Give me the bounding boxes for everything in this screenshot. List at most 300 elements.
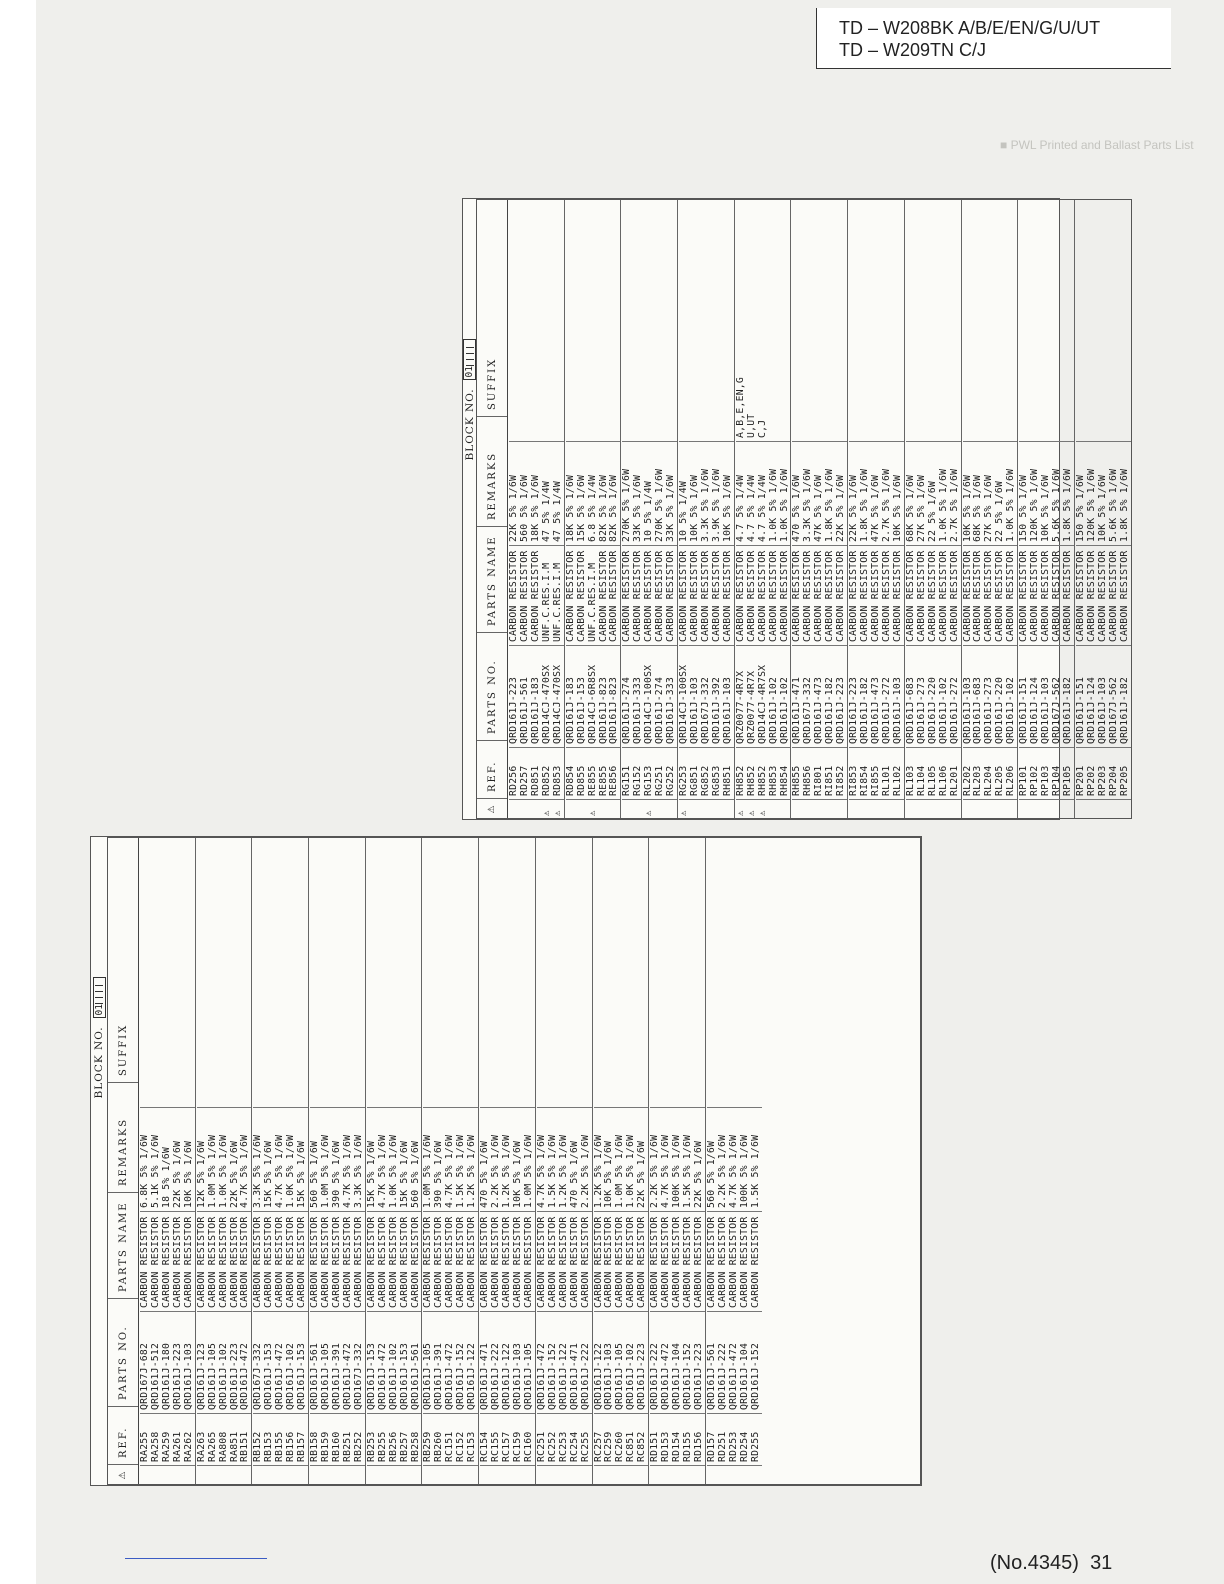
table-row <box>588 200 599 818</box>
warning-cell <box>275 1465 286 1484</box>
warning-cell <box>604 1465 615 1484</box>
block-number-box <box>463 339 476 380</box>
suffix-cell <box>672 838 683 1107</box>
parts-no-cell: QRD161J-103 <box>604 1311 615 1413</box>
row-group <box>735 200 792 818</box>
remarks-cell: 15K 5% 1/6W <box>264 1107 275 1211</box>
suffix-cell <box>655 200 666 441</box>
remarks-cell: 4.7K 5% 1/6W <box>343 1107 354 1211</box>
remarks-cell: 10K 5% 1/6W <box>690 441 701 545</box>
parts-name-cell: CARBON RESISTOR <box>939 545 950 645</box>
table-row <box>609 200 620 818</box>
remarks-cell: 1.8K 5% 1/6W <box>1063 441 1074 545</box>
suffix-cell <box>666 200 677 441</box>
warning-cell <box>814 799 825 818</box>
parts-no-cell: QRD161J-152 <box>548 1311 559 1413</box>
parts-no-cell: QRD161J-182 <box>825 645 836 747</box>
remarks-cell: 22K 5% 1/6W <box>509 441 520 545</box>
remarks-cell: 3.3K 5% 1/6W <box>253 1107 264 1211</box>
remarks-cell: 10K 5% 1/6W <box>893 441 904 545</box>
remarks-cell: 15K 5% 1/6W <box>367 1107 378 1211</box>
remarks-cell: 1.0M 5% 1/6W <box>524 1107 535 1211</box>
ref-col-header: REF. <box>108 1406 138 1464</box>
parts-name-cell: CARBON RESISTOR <box>661 1211 672 1311</box>
parts-no-cell: QRD161J-122 <box>559 1311 570 1413</box>
warning-cell <box>836 799 847 818</box>
row-group <box>962 200 1019 818</box>
parts-no-cell: QRD161J-472 <box>537 1311 548 1413</box>
warning-cell <box>480 1465 491 1484</box>
remarks-cell: 22 5% 1/6W <box>928 441 939 545</box>
remarks-cell: 120K 5% 1/6W <box>1030 441 1041 545</box>
remarks-cell: 390 5% 1/6W <box>332 1107 343 1211</box>
parts-name-cell: CARBON RESISTOR <box>599 545 610 645</box>
parts-name-cell: CARBON RESISTOR <box>594 1211 605 1311</box>
suffix-cell <box>173 838 184 1107</box>
suffix-cell <box>253 838 264 1107</box>
warning-cell <box>310 1465 321 1484</box>
parts-name-cell: CARBON RESISTOR <box>758 545 769 645</box>
remarks-cell: 10K 5% 1/6W <box>604 1107 615 1211</box>
suffix-cell <box>411 838 422 1107</box>
remarks-cell: 15K 5% 1/6W <box>400 1107 411 1211</box>
table-row <box>780 200 791 818</box>
parts-no-cell: QRD161J-182 <box>1120 645 1131 747</box>
parts-name-cell: CARBON RESISTOR <box>792 545 803 645</box>
suffix-cell <box>400 838 411 1107</box>
parts-name-cell: UNF.C.RES.I.M <box>542 545 553 645</box>
remarks-cell: 18K 5% 1/6W <box>531 441 542 545</box>
parts-name-cell: CARBON RESISTOR <box>389 1211 400 1311</box>
parts-no-cell: QRD161J-153 <box>577 645 588 747</box>
table-row <box>559 838 570 1484</box>
parts-name-cell: CARBON RESISTOR <box>1030 545 1041 645</box>
suffix-cell <box>434 838 445 1107</box>
warning-cell <box>230 1465 241 1484</box>
parts-name-cell: CARBON RESISTOR <box>378 1211 389 1311</box>
suffix-cell <box>332 838 343 1107</box>
remarks-cell: 1.0M 5% 1/6W <box>615 1107 626 1211</box>
ref-cell: RA262 <box>184 1413 195 1465</box>
table-row <box>723 200 734 818</box>
suffix-cell: A,B,E,EN,G <box>734 377 746 438</box>
suffix-cell <box>456 838 467 1107</box>
remarks-cell: 1.0K 5% 1/6W <box>389 1107 400 1211</box>
suffix-cell <box>445 838 456 1107</box>
remarks-cell: 82K 5% 1/6W <box>599 441 610 545</box>
ref-cell: RB152 <box>253 1413 264 1465</box>
suffix-cell <box>1030 200 1041 441</box>
remarks-cell: 10K 5% 1/6W <box>1041 441 1052 545</box>
ref-cell: RG151 <box>622 747 633 799</box>
remarks-cell: 150 5% 1/6W <box>1019 441 1030 545</box>
suffix-cell <box>604 838 615 1107</box>
parts-no-cell: QRD161J-561 <box>520 645 531 747</box>
parts-name-cell: CARBON RESISTOR <box>1087 545 1098 645</box>
row-group <box>649 838 706 1484</box>
remarks-cell: 10K 5% 1/6W <box>513 1107 524 1211</box>
parts-no-col-header: PARTS NO. <box>108 1298 138 1406</box>
parts-no-cell: QRD161J-274 <box>655 645 666 747</box>
ref-cell: RG251 <box>655 747 666 799</box>
parts-no-cell: QRD161J-103 <box>1041 645 1052 747</box>
ref-cell: RG253 <box>679 747 690 799</box>
suffix-cell: U,UT <box>745 413 757 438</box>
remarks-cell: 1.0K 5% 1/6W <box>219 1107 230 1211</box>
table-row <box>184 838 195 1484</box>
parts-no-cell: QRD161J-103 <box>1098 645 1109 747</box>
ref-cell: RL104 <box>917 747 928 799</box>
suffix-cell <box>679 200 690 441</box>
ref-cell: RC251 <box>537 1413 548 1465</box>
remarks-cell: 18K 5% 1/6W <box>566 441 577 545</box>
suffix-cell <box>513 838 524 1107</box>
row-group <box>1018 200 1075 818</box>
remarks-cell: 1.8K 5% 1/6W <box>860 441 871 545</box>
ref-cell: RD157 <box>707 1413 718 1465</box>
table-row <box>637 838 648 1484</box>
ref-cell: RL203 <box>973 747 984 799</box>
table-row <box>566 200 577 818</box>
warning-cell <box>751 1465 762 1484</box>
parts-name-cell: CARBON RESISTOR <box>701 545 712 645</box>
suffix-cell <box>740 838 751 1107</box>
parts-no-cell: QRD161J-222 <box>491 1311 502 1413</box>
warning-cell <box>286 1465 297 1484</box>
suffix-cell <box>718 838 729 1107</box>
ref-cell: RD853 <box>553 747 564 799</box>
suffix-cell <box>882 200 893 441</box>
table-row <box>411 838 422 1484</box>
warning-cell <box>950 799 961 818</box>
ref-cell: RB153 <box>264 1413 275 1465</box>
row-group <box>252 838 309 1484</box>
ref-cell: RE855 <box>599 747 610 799</box>
remarks-cell: 1.0K 5% 1/6W <box>286 1107 297 1211</box>
parts-name-cell: CARBON RESISTOR <box>984 545 995 645</box>
parts-no-cell: QRD167J-562 <box>1052 645 1063 747</box>
parts-name-cell: CARBON RESISTOR <box>321 1211 332 1311</box>
warning-cell <box>626 1465 637 1484</box>
parts-name-cell: CARBON RESISTOR <box>581 1211 592 1311</box>
parts-name-cell: CARBON RESISTOR <box>679 545 690 645</box>
parts-name-cell: CARBON RESISTOR <box>467 1211 478 1311</box>
ref-cell: RC159 <box>513 1413 524 1465</box>
parts-name-cell: CARBON RESISTOR <box>729 1211 740 1311</box>
parts-no-cell: QRD161J-105 <box>208 1311 219 1413</box>
remarks-cell: 4.7K 5% 1/6W <box>378 1107 389 1211</box>
remarks-cell: 10K 5% 1/6W <box>184 1107 195 1211</box>
parts-name-cell: CARBON RESISTOR <box>650 1211 661 1311</box>
parts-name-cell: CARBON RESISTOR <box>513 1211 524 1311</box>
parts-no-cell: QRD161J-103 <box>723 645 734 747</box>
parts-name-cell: CARBON RESISTOR <box>151 1211 162 1311</box>
suffix-cell <box>1109 200 1120 441</box>
warning-cell <box>939 799 950 818</box>
parts-name-cell: CARBON RESISTOR <box>343 1211 354 1311</box>
parts-no-cell: QRD161J-683 <box>906 645 917 747</box>
ref-cell: RL202 <box>963 747 974 799</box>
warning-cell <box>729 1465 740 1484</box>
remarks-cell: 1.0K 5% 1/6W <box>769 441 780 545</box>
warning-cell <box>423 1465 434 1484</box>
parts-name-cell: CARBON RESISTOR <box>253 1211 264 1311</box>
ref-cell: RL101 <box>882 747 893 799</box>
parts-name-cell: CARBON RESISTOR <box>963 545 974 645</box>
parts-name-cell: CARBON RESISTOR <box>184 1211 195 1311</box>
ref-cell: RD155 <box>683 1413 694 1465</box>
parts-no-cell: QRZ0077-4R7X <box>747 645 758 747</box>
ref-cell: RA261 <box>173 1413 184 1465</box>
warning-cell <box>548 1465 559 1484</box>
suffix-cell <box>849 200 860 441</box>
warning-cell: ⚠ <box>553 799 564 818</box>
warning-cell: ⚠ <box>588 799 599 818</box>
table-row <box>769 200 780 818</box>
suffix-cell <box>683 838 694 1107</box>
parts-no-cell: QRD161J-103 <box>690 645 701 747</box>
parts-name-col-header: PARTS NAME <box>477 526 507 632</box>
parts-no-cell: QRD161J-561 <box>707 1311 718 1413</box>
remarks-cell: 1.5K 5% 1/6W <box>548 1107 559 1211</box>
suffix-cell <box>995 200 1006 441</box>
row-group <box>309 838 366 1484</box>
table-body <box>107 837 921 1485</box>
parts-name-cell: CARBON RESISTOR <box>354 1211 365 1311</box>
table-row <box>208 838 219 1484</box>
suffix-cell <box>1076 200 1087 441</box>
parts-name-cell: CARBON RESISTOR <box>480 1211 491 1311</box>
warning-cell <box>162 1465 173 1484</box>
warning-cell <box>707 1465 718 1484</box>
parts-name-cell: CARBON RESISTOR <box>1041 545 1052 645</box>
parts-name-cell: CARBON RESISTOR <box>683 1211 694 1311</box>
parts-name-cell: CARBON RESISTOR <box>814 545 825 645</box>
parts-no-cell: QRD161J-105 <box>524 1311 535 1413</box>
suffix-cell <box>389 838 400 1107</box>
remarks-cell: 560 5% 1/6W <box>520 441 531 545</box>
parts-name-cell: CARBON RESISTOR <box>690 545 701 645</box>
parts-no-cell: QRD14CJ-470SX <box>553 645 564 747</box>
parts-name-cell: CARBON RESISTOR <box>531 545 542 645</box>
parts-no-cell: QRD161J-153 <box>367 1311 378 1413</box>
parts-no-cell: QRD161J-472 <box>661 1311 672 1413</box>
parts-no-cell: QRD14CJ-100SX <box>679 645 690 747</box>
remarks-cell: 15K 5% 1/6W <box>297 1107 308 1211</box>
remarks-cell: 47K 5% 1/6W <box>871 441 882 545</box>
suffix-cell <box>559 838 570 1107</box>
parts-name-cell: CARBON RESISTOR <box>1052 545 1063 645</box>
suffix-cell <box>354 838 365 1107</box>
parts-no-cell: QRD161J-392 <box>712 645 723 747</box>
table-row <box>928 200 939 818</box>
block-code: 01 <box>93 1004 105 1016</box>
parts-no-cell: QRD161J-223 <box>637 1311 648 1413</box>
ref-cell: RB151 <box>240 1413 251 1465</box>
warning-cell <box>984 799 995 818</box>
ref-cell: RH852 <box>758 747 769 799</box>
suffix-cell <box>723 200 734 441</box>
warning-cell <box>491 1465 502 1484</box>
parts-name-cell: CARBON RESISTOR <box>286 1211 297 1311</box>
warning-cell <box>321 1465 332 1484</box>
model-line-1: TD – W208BK A/B/E/EN/G/U/UT <box>839 18 1101 38</box>
footer-rule <box>125 1558 267 1559</box>
parts-name-cell: CARBON RESISTOR <box>524 1211 535 1311</box>
ref-cell: RD251 <box>718 1413 729 1465</box>
parts-name-cell: CARBON RESISTOR <box>836 545 847 645</box>
warning-col-header: ⚠ <box>108 1464 138 1484</box>
suffix-cell <box>599 200 610 441</box>
suffix-cell <box>502 838 513 1107</box>
ref-cell: RA265 <box>208 1413 219 1465</box>
row-group <box>366 838 423 1484</box>
parts-no-cell: QRD161J-561 <box>310 1311 321 1413</box>
parts-no-cell: QRD161J-122 <box>467 1311 478 1413</box>
remarks-cell: 1.0M 5% 1/6W <box>208 1107 219 1211</box>
suffix-cell <box>893 200 904 441</box>
suffix-cell <box>928 200 939 441</box>
ref-cell: RC852 <box>637 1413 648 1465</box>
remarks-cell: 1.2K 5% 1/6W <box>559 1107 570 1211</box>
ref-cell: RP204 <box>1109 747 1120 799</box>
ref-cell: RH851 <box>723 747 734 799</box>
parts-name-cell: UNF.C.RES.I.M <box>588 545 599 645</box>
ref-cell: RC155 <box>491 1413 502 1465</box>
parts-name-cell: CARBON RESISTOR <box>332 1211 343 1311</box>
parts-no-cell: QRD161J-223 <box>694 1311 705 1413</box>
parts-no-cell: QRD161J-223 <box>230 1311 241 1413</box>
remarks-cell: 470 5% 1/6W <box>480 1107 491 1211</box>
ref-cell: RG153 <box>644 747 655 799</box>
suffix-cell <box>140 838 151 1107</box>
suffix-cell <box>184 838 195 1107</box>
row-group <box>706 838 762 1484</box>
parts-no-cell: QRD167J-332 <box>701 645 712 747</box>
parts-name-cell: CARBON RESISTOR <box>520 545 531 645</box>
block-number-label: BLOCK NO. <box>93 1026 105 1099</box>
parts-name-cell: CARBON RESISTOR <box>548 1211 559 1311</box>
suffix-cell <box>219 838 230 1107</box>
suffix-cell <box>615 838 626 1107</box>
warning-cell <box>264 1465 275 1484</box>
parts-no-cell: QRD167J-562 <box>1109 645 1120 747</box>
parts-name-cell: CARBON RESISTOR <box>666 545 677 645</box>
suffix-cell <box>240 838 251 1107</box>
page-footer <box>990 1552 1112 1575</box>
table-row <box>570 838 581 1484</box>
suffix-cell <box>577 200 588 441</box>
suffix-cell <box>836 200 847 441</box>
warning-cell <box>1098 799 1109 818</box>
parts-no-cell: QRD161J-223 <box>509 645 520 747</box>
warning-cell <box>219 1465 230 1484</box>
ref-cell: RH852 <box>736 747 747 799</box>
table-row <box>1120 200 1131 818</box>
warning-cell <box>509 799 520 818</box>
ref-cell: RP102 <box>1030 747 1041 799</box>
warning-cell <box>650 1465 661 1484</box>
parts-name-cell: CARBON RESISTOR <box>140 1211 151 1311</box>
ref-cell: RB257 <box>400 1413 411 1465</box>
remarks-cell: 68K 5% 1/6W <box>906 441 917 545</box>
suffix-cell <box>803 200 814 441</box>
ref-cell: RE855 <box>588 747 599 799</box>
table-row <box>740 838 751 1484</box>
parts-no-cell: QRD161J-272 <box>950 645 961 747</box>
warning-cell <box>1076 799 1087 818</box>
ref-cell: RD156 <box>694 1413 705 1465</box>
suffix-cell <box>1006 200 1017 441</box>
warning-cell <box>615 1465 626 1484</box>
remarks-cell: 4.7K 5% 1/6W <box>537 1107 548 1211</box>
parts-name-cell: CARBON RESISTOR <box>509 545 520 645</box>
remarks-cell: 1.2K 5% 1/6W <box>467 1107 478 1211</box>
table-row <box>197 838 208 1484</box>
parts-name-cell: CARBON RESISTOR <box>297 1211 308 1311</box>
parts-name-cell: CARBON RESISTOR <box>609 545 620 645</box>
parts-no-cell: QRZ0077-4R7X <box>736 645 747 747</box>
suffix-cell <box>814 200 825 441</box>
warning-cell <box>581 1465 592 1484</box>
parts-no-cell: QRD161J-151 <box>1076 645 1087 747</box>
ref-cell: RB251 <box>343 1413 354 1465</box>
parts-no-cell: QRD161J-472 <box>275 1311 286 1413</box>
ref-cell: RB155 <box>275 1413 286 1465</box>
suffix-cell <box>701 200 712 441</box>
remarks-cell: 560 5% 1/6W <box>707 1107 718 1211</box>
suffix-cell <box>553 200 564 441</box>
parts-no-cell: QRD161J-473 <box>871 645 882 747</box>
warning-cell <box>882 799 893 818</box>
ref-cell: RC254 <box>570 1413 581 1465</box>
parts-no-cell: QRD161J-153 <box>264 1311 275 1413</box>
row-group <box>196 838 253 1484</box>
remarks-cell: 27K 5% 1/6W <box>917 441 928 545</box>
parts-name-cell: CARBON RESISTOR <box>825 545 836 645</box>
remarks-cell: 150 5% 1/6W <box>1076 441 1087 545</box>
remarks-cell: 4.7 5% 1/4W <box>747 441 758 545</box>
warning-cell <box>683 1465 694 1484</box>
parts-no-cell: QRD14CJ-470SX <box>542 645 553 747</box>
remarks-col-header: REMARKS <box>108 1082 138 1192</box>
ref-cell: RB253 <box>367 1413 378 1465</box>
parts-no-cell: QRD161J-391 <box>434 1311 445 1413</box>
model-line-2: TD – W209TN C/J <box>839 40 987 60</box>
remarks-cell: 560 5% 1/6W <box>411 1107 422 1211</box>
warning-cell <box>701 799 712 818</box>
suffix-cell <box>230 838 241 1107</box>
suffix-cell <box>1063 200 1074 441</box>
parts-no-cell: QRD167J-332 <box>253 1311 264 1413</box>
ref-cell: RB157 <box>297 1413 308 1465</box>
block-number-box <box>93 977 106 1018</box>
ref-cell: RD154 <box>672 1413 683 1465</box>
table-row <box>577 200 588 818</box>
parts-name-cell: CARBON RESISTOR <box>1006 545 1017 645</box>
ref-cell: RC153 <box>467 1413 478 1465</box>
suffix-cell <box>825 200 836 441</box>
suffix-cell <box>984 200 995 441</box>
suffix-cell <box>162 838 173 1107</box>
table-header-row <box>108 838 139 1484</box>
suffix-cell <box>509 200 520 441</box>
suffix-cell <box>151 838 162 1107</box>
parts-no-cell: QRD161J-333 <box>666 645 677 747</box>
suffix-col-header: SUFFIX <box>486 357 498 410</box>
remarks-cell: 10 5% 1/4W <box>679 441 690 545</box>
remarks-cell: 1.0K 5% 1/6W <box>939 441 950 545</box>
